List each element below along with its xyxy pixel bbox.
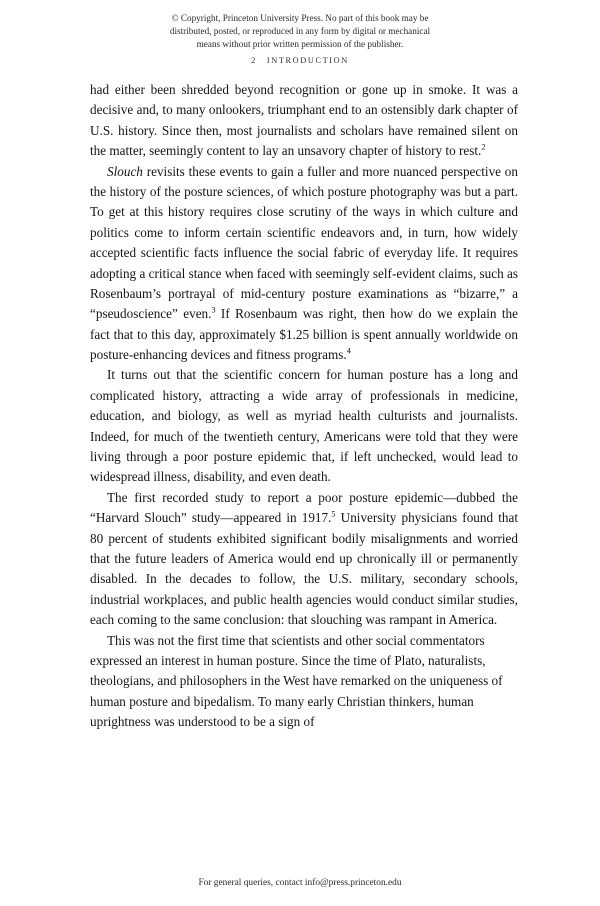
footnote-marker-3: 3 <box>211 305 216 315</box>
book-title-italic: Slouch <box>107 163 143 179</box>
running-head-title: INTRODUCTION <box>266 56 349 65</box>
paragraph-1 <box>90 80 518 162</box>
footnote-marker-4: 4 <box>346 346 351 356</box>
paragraph-2 <box>90 162 518 366</box>
paragraph-1-text: had either been shredded beyond recognition or gone up in smoke. It was a decisive and, to many onlookers, triumphant end to an ostensibly dark chapter of U.S. history. Since then, most journalists and scholars have remained silent on the matter, seemingly content to lay an unsavory chapter of history to rest. <box>90 82 518 159</box>
paragraph-4 <box>90 488 518 631</box>
copyright-line-2: distributed, posted, or reproduced in any form by digital or mechanical <box>169 26 431 37</box>
paragraph-2-text-a: revisits these events to gain a fuller and more nuanced perspective on the history of the posture sciences, of which posture photography was but a part. To get at this history requires close scrutiny of the ways in which culture and politics come to inform certain scientific endeavors and, in turn, how widely accepted scientific facts influence the social fabric of everyday life. It requires adopting a critical stance when faced with seemingly self-evident claims, such as Rosenbaum’s portrayal of mid-century posture examinations as “bizarre,” a “pseudoscience” even. <box>90 163 518 322</box>
paragraph-5: This was not the first time that scientists and other social commentators expressed an interest in human posture. Since the time of Plato, naturalists, theologians, and philosophers in the West have remarked on the uniqueness of human posture and bipedalism. To many early Christian thinkers, human uprightness was understood to be a sign of <box>90 632 503 730</box>
page-number: 2 <box>251 56 257 65</box>
footnote-marker-5: 5 <box>331 509 336 519</box>
copyright-line-1: © Copyright, Princeton University Press. No part of this book may be <box>171 13 429 23</box>
paragraph-2-text-b: If Rosenbaum was right, then how do we explain the fact that to this day, approximately $1.25 billion is spent annually worldwide on posture-enhancing devices and fitness programs. <box>90 306 519 363</box>
paragraph-3: It turns out that the scientific concern for human posture has a long and complicated history, attracting a wide array of professionals in medicine, education, and biology, as well as myriad health culturists and journalists. Indeed, for much of the twentieth century, Americans were told that they were living through a poor posture epidemic that, if left unchecked, would lead to widespread illness, disability, and even death. <box>90 367 518 485</box>
paragraph-4-text-b: University physicians found that 80 percent of students exhibited significant bodily misalignments and worried that the future leaders of America would end up chronically ill or permanently disabled. In the decades to follow, the U.S. military, secondary schools, industrial workplaces, and public health agencies would conduct similar studies, each coming to the same conclusion: that slouching was rampant in America. <box>90 510 518 628</box>
copyright-notice <box>0 12 600 51</box>
paragraph-4-text-a: The first recorded study to report a poor posture epidemic—dubbed the “Harvard Slouch” study—appeared in 1917. <box>90 489 518 526</box>
copyright-line-3: means without prior written permission of the publisher. <box>196 39 404 50</box>
page-footer: For general queries, contact info@press.princeton.edu <box>198 878 402 888</box>
page-body <box>90 80 518 733</box>
footnote-marker-2: 2 <box>481 142 486 152</box>
running-head <box>0 56 600 65</box>
